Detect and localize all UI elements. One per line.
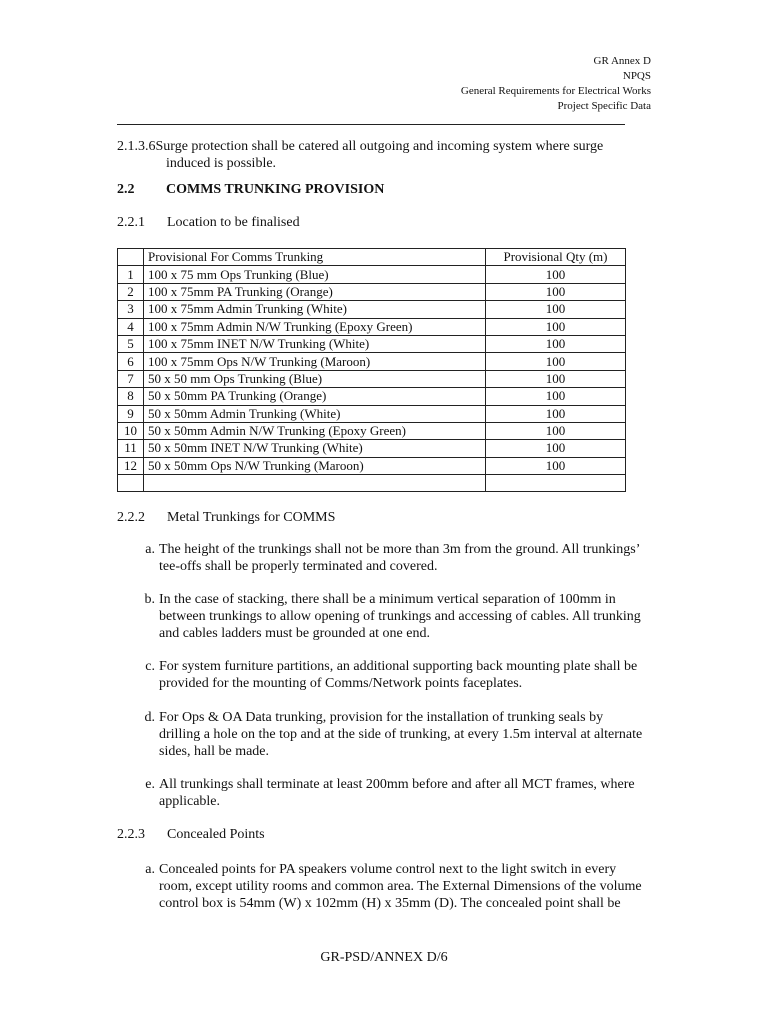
list-item-text	[159, 709, 665, 760]
list-item-label: a.	[145, 542, 155, 557]
quantity-cell: 100	[486, 301, 626, 318]
list-item-text	[159, 591, 665, 642]
list-item-label: c.	[145, 659, 155, 674]
list-item-line: All trunkings shall terminate at least 200mm before and after all MCT frames, where	[159, 777, 635, 792]
list-item-line: The height of the trunkings shall not be more than 3m from the ground. All trunkings’	[159, 542, 641, 557]
table-row	[118, 440, 626, 457]
description-cell: 50 x 50mm INET N/W Trunking (White)	[144, 440, 486, 457]
section-title: COMMS TRUNKING PROVISION	[166, 182, 385, 197]
list-item-line: tee-offs shall be properly terminated and covered.	[159, 559, 438, 574]
description-cell: 50 x 50mm Admin N/W Trunking (Epoxy Green)	[144, 422, 486, 439]
row-number-cell: 10	[118, 422, 144, 439]
description-cell	[144, 475, 486, 492]
header-project: NPQS	[622, 70, 651, 82]
row-number-cell	[118, 249, 144, 266]
description-cell: 50 x 50mm Admin Trunking (White)	[144, 405, 486, 422]
comms-trunking-table	[117, 248, 626, 492]
section-2-2-2-heading	[117, 509, 335, 526]
list-item	[135, 861, 665, 912]
quantity-cell: 100	[486, 422, 626, 439]
table-row	[118, 370, 626, 387]
list-item-line: between trunkings to allow opening of trunkings and accessing of cables. All trunking	[159, 609, 641, 624]
row-number-cell: 1	[118, 266, 144, 283]
table-header-row	[118, 249, 626, 266]
section-text-line: induced is possible.	[166, 156, 277, 171]
quantity-cell: 100	[486, 353, 626, 370]
quantity-cell	[486, 475, 626, 492]
description-cell: 50 x 50mm Ops N/W Trunking (Maroon)	[144, 457, 486, 474]
table-row	[118, 475, 626, 492]
quantity-cell: Provisional Qty (m)	[486, 249, 626, 266]
table-row	[118, 388, 626, 405]
quantity-cell: 100	[486, 388, 626, 405]
list-item-label: b.	[144, 592, 155, 607]
list-item-text	[159, 541, 665, 575]
list-item-line: control box is 54mm (W) x 102mm (H) x 35mm (D). The concealed point shall be	[159, 896, 621, 911]
row-number-cell: 11	[118, 440, 144, 457]
list-item-line: room, except utility rooms and common area. The External Dimensions of the volume	[159, 879, 642, 894]
list-item-line: and cables ladders must be grounded at one end.	[159, 626, 430, 641]
list-item-text	[159, 861, 665, 912]
row-number-cell: 3	[118, 301, 144, 318]
list-item	[135, 709, 665, 760]
page-header	[461, 54, 651, 114]
list-item	[135, 541, 665, 575]
list-item-line: drilling a hole on the top and at the side of trunking, at every 1.5m interval at alternate	[159, 727, 643, 742]
description-cell: 100 x 75mm Ops N/W Trunking (Maroon)	[144, 353, 486, 370]
list-item-line: provided for the mounting of Comms/Network points faceplates.	[159, 676, 523, 691]
quantity-cell: 100	[486, 405, 626, 422]
section-2-2-3-heading	[117, 826, 265, 843]
table-row	[118, 353, 626, 370]
row-number-cell: 5	[118, 335, 144, 352]
list-item-line: applicable.	[159, 794, 221, 809]
list-item-line: Concealed points for PA speakers volume control next to the light switch in every	[159, 862, 617, 877]
section-number: 2.2.3	[117, 827, 145, 842]
row-number-cell: 2	[118, 283, 144, 300]
list-item	[135, 591, 665, 642]
list-item-text	[159, 776, 665, 810]
table-row	[118, 405, 626, 422]
section-2-1-3-6	[117, 138, 647, 172]
row-number-cell: 8	[118, 388, 144, 405]
quantity-cell: 100	[486, 457, 626, 474]
section-number: 2.1.3.6	[117, 139, 156, 154]
list-item-line: For system furniture partitions, an additional supporting back mounting plate shall be	[159, 659, 638, 674]
description-cell: 100 x 75mm Admin Trunking (White)	[144, 301, 486, 318]
section-number: 2.2.1	[117, 215, 145, 230]
description-cell: Provisional For Comms Trunking	[144, 249, 486, 266]
section-title: Metal Trunkings for COMMS	[167, 510, 336, 525]
description-cell: 100 x 75mm PA Trunking (Orange)	[144, 283, 486, 300]
list-item-line: In the case of stacking, there shall be a minimum vertical separation of 100mm in	[159, 592, 616, 607]
table-row	[118, 335, 626, 352]
quantity-cell: 100	[486, 440, 626, 457]
header-title: General Requirements for Electrical Works	[460, 85, 651, 97]
description-cell: 100 x 75mm INET N/W Trunking (White)	[144, 335, 486, 352]
section-text-line: Surge protection shall be catered all outgoing and incoming system where surge	[155, 139, 604, 154]
row-number-cell: 7	[118, 370, 144, 387]
header-doc-ref: GR Annex D	[593, 55, 651, 67]
list-item-label: d.	[144, 710, 155, 725]
table-row	[118, 318, 626, 335]
quantity-cell: 100	[486, 266, 626, 283]
table-row	[118, 266, 626, 283]
table-row	[118, 283, 626, 300]
description-cell: 100 x 75mm Admin N/W Trunking (Epoxy Green)	[144, 318, 486, 335]
row-number-cell: 12	[118, 457, 144, 474]
table-row	[118, 422, 626, 439]
list-item	[135, 658, 665, 692]
section-title: Location to be finalised	[167, 215, 300, 230]
list-item-label: e.	[145, 777, 155, 792]
header-divider	[117, 124, 625, 125]
description-cell: 100 x 75 mm Ops Trunking (Blue)	[144, 266, 486, 283]
table-row	[118, 457, 626, 474]
page-footer: GR-PSD/ANNEX D/6	[320, 950, 448, 965]
row-number-cell: 9	[118, 405, 144, 422]
description-cell: 50 x 50 mm Ops Trunking (Blue)	[144, 370, 486, 387]
header-subtitle: Project Specific Data	[557, 100, 651, 112]
list-item-label: a.	[145, 862, 155, 877]
section-number: 2.2	[117, 182, 135, 197]
section-number: 2.2.2	[117, 510, 145, 525]
quantity-cell: 100	[486, 335, 626, 352]
list-item-text	[159, 658, 665, 692]
row-number-cell	[118, 475, 144, 492]
quantity-cell: 100	[486, 318, 626, 335]
list-item	[135, 776, 665, 810]
section-2-2-heading	[117, 181, 384, 198]
row-number-cell: 6	[118, 353, 144, 370]
quantity-cell: 100	[486, 370, 626, 387]
list-item-line: sides, hall be made.	[159, 744, 270, 759]
list-item-line: For Ops & OA Data trunking, provision for the installation of trunking seals by	[159, 710, 604, 725]
section-title: Concealed Points	[167, 827, 265, 842]
section-2-2-1-heading	[117, 214, 300, 231]
row-number-cell: 4	[118, 318, 144, 335]
table-row	[118, 301, 626, 318]
quantity-cell: 100	[486, 283, 626, 300]
description-cell: 50 x 50mm PA Trunking (Orange)	[144, 388, 486, 405]
